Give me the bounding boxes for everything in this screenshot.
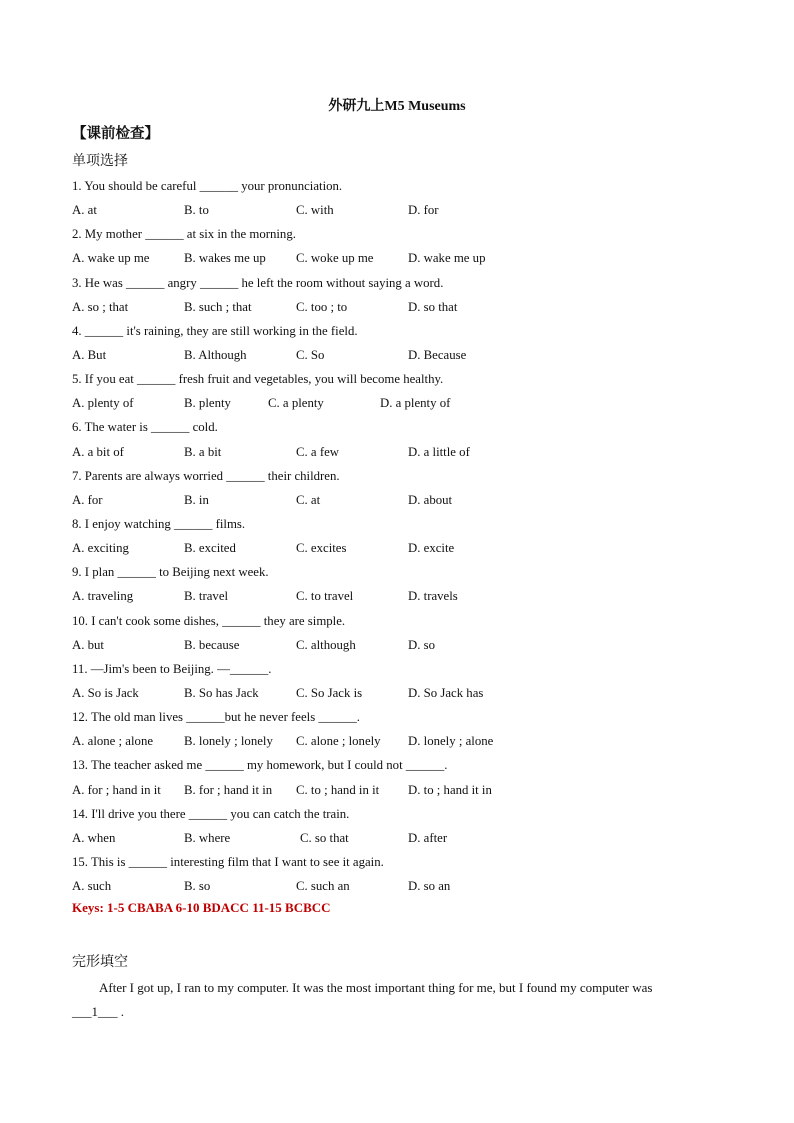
options-row bbox=[72, 442, 752, 466]
question-stem: 1. You should be careful ______ your pronunciation. bbox=[72, 179, 343, 193]
option-d: D. lonely ; alone bbox=[408, 734, 494, 749]
question-stem: 13. The teacher asked me ______ my homework, but I could not ______. bbox=[72, 758, 448, 773]
question-stem: 11. —Jim's been to Beijing. —______. bbox=[72, 661, 272, 676]
question-stem: 15. This is ______ interesting film that I want to see it again. bbox=[72, 854, 384, 869]
option-d: D. so an bbox=[408, 879, 451, 894]
option-a: A. when bbox=[72, 830, 116, 845]
passage-line-1: After I got up, I ran to my computer. It was the most important thing for me, but I found my computer was bbox=[99, 980, 653, 995]
option-c: C. excites bbox=[296, 541, 347, 556]
option-b: B. lonely ; lonely bbox=[184, 734, 273, 749]
options-row bbox=[72, 248, 752, 272]
options-row bbox=[72, 200, 752, 224]
subsection-multiple-choice: 单项选择 bbox=[72, 154, 128, 169]
options-row bbox=[72, 538, 752, 562]
option-a: A. a bit of bbox=[72, 444, 124, 459]
question-stem: 14. I'll drive you there ______ you can catch the train. bbox=[72, 806, 350, 821]
option-a: A. at bbox=[72, 203, 97, 218]
option-d: D. after bbox=[408, 830, 448, 845]
question-stem: 8. I enjoy watching ______ films. bbox=[72, 516, 246, 531]
options-row bbox=[72, 731, 752, 755]
option-b: B. so bbox=[184, 879, 211, 894]
question-stem: 2. My mother ______ at six in the morning. bbox=[72, 227, 296, 242]
option-a: A. So is Jack bbox=[72, 685, 139, 700]
option-a: A. But bbox=[72, 347, 107, 362]
option-c: C. although bbox=[296, 637, 356, 652]
option-b: B. a bit bbox=[184, 444, 222, 459]
question-list bbox=[72, 176, 752, 900]
options-row bbox=[72, 297, 752, 321]
option-b: B. wakes me up bbox=[184, 251, 266, 266]
option-d: D. about bbox=[408, 492, 453, 507]
options-row bbox=[72, 393, 752, 417]
option-d: D. So Jack has bbox=[408, 685, 484, 700]
option-c: C. a plenty bbox=[268, 396, 324, 411]
option-c: C. So Jack is bbox=[296, 685, 363, 700]
option-a: A. alone ; alone bbox=[72, 734, 154, 749]
options-row bbox=[72, 683, 752, 707]
option-c: C. too ; to bbox=[296, 299, 348, 314]
option-a: A. so ; that bbox=[72, 299, 129, 314]
question-stem: 12. The old man lives ______but he never feels ______. bbox=[72, 710, 360, 725]
option-c: C. such an bbox=[296, 879, 350, 894]
option-c: C. a few bbox=[296, 444, 339, 459]
options-row bbox=[72, 780, 752, 804]
option-b: B. for ; hand it in bbox=[184, 782, 273, 797]
option-b: B. So has Jack bbox=[184, 685, 259, 700]
option-a: A. such bbox=[72, 879, 112, 894]
question-stem: 9. I plan ______ to Beijing next week. bbox=[72, 565, 269, 580]
option-a: A. for bbox=[72, 492, 103, 507]
option-b: B. travel bbox=[184, 589, 229, 604]
option-a: A. but bbox=[72, 637, 104, 652]
options-row bbox=[72, 345, 752, 369]
option-c: C. So bbox=[296, 347, 325, 362]
option-a: A. traveling bbox=[72, 589, 134, 604]
option-a: A. exciting bbox=[72, 541, 129, 556]
question-stem: 5. If you eat ______ fresh fruit and vegetables, you will become healthy. bbox=[72, 372, 444, 387]
option-c: C. with bbox=[296, 203, 334, 218]
question-stem: 6. The water is ______ cold. bbox=[72, 420, 218, 435]
question-stem: 4. ______ it's raining, they are still working in the field. bbox=[72, 323, 358, 338]
option-d: D. so bbox=[408, 637, 436, 652]
options-row bbox=[72, 490, 752, 514]
option-d: D. so that bbox=[408, 299, 458, 314]
option-d: D. Because bbox=[408, 347, 467, 362]
option-d: D. a little of bbox=[408, 444, 470, 459]
option-b: B. because bbox=[184, 637, 240, 652]
option-d: D. for bbox=[408, 203, 439, 218]
option-b: B. plenty bbox=[184, 396, 231, 411]
subsection-cloze: 完形填空 bbox=[72, 955, 128, 970]
answer-keys: Keys: 1-5 CBABA 6-10 BDACC 11-15 BCBCC bbox=[72, 900, 331, 915]
options-row bbox=[72, 586, 752, 610]
option-d: D. travels bbox=[408, 589, 458, 604]
question-stem: 10. I can't cook some dishes, ______ they are simple. bbox=[72, 613, 346, 628]
option-b: B. excited bbox=[184, 541, 236, 556]
option-b: B. to bbox=[184, 203, 209, 218]
option-c: C. so that bbox=[300, 830, 349, 845]
section-header: 【课前检查】 bbox=[72, 126, 159, 142]
page-title: 外研九上M5 Museums bbox=[328, 99, 466, 114]
option-a: A. for ; hand in it bbox=[72, 782, 161, 797]
option-c: C. to ; hand in it bbox=[296, 782, 380, 797]
options-row bbox=[72, 876, 752, 900]
option-c: C. alone ; lonely bbox=[296, 734, 381, 749]
options-row bbox=[72, 635, 752, 659]
option-d: D. to ; hand it in bbox=[408, 782, 492, 797]
option-b: B. where bbox=[184, 830, 231, 845]
question-stem: 7. Parents are always worried ______ their children. bbox=[72, 468, 340, 483]
option-a: A. wake up me bbox=[72, 251, 150, 266]
option-d: D. wake me up bbox=[408, 251, 486, 266]
option-a: A. plenty of bbox=[72, 396, 134, 411]
option-c: C. at bbox=[296, 492, 321, 507]
option-c: C. woke up me bbox=[296, 251, 374, 266]
option-b: B. in bbox=[184, 492, 209, 507]
question-stem: 3. He was ______ angry ______ he left the room without saying a word. bbox=[72, 275, 444, 290]
option-d: D. a plenty of bbox=[380, 396, 451, 411]
passage-line-2: ___1___ . bbox=[72, 1004, 124, 1019]
option-d: D. excite bbox=[408, 541, 455, 556]
option-c: C. to travel bbox=[296, 589, 354, 604]
option-b: B. Although bbox=[184, 347, 247, 362]
cloze-passage bbox=[72, 976, 712, 1024]
option-b: B. such ; that bbox=[184, 299, 252, 314]
options-row bbox=[72, 828, 752, 852]
